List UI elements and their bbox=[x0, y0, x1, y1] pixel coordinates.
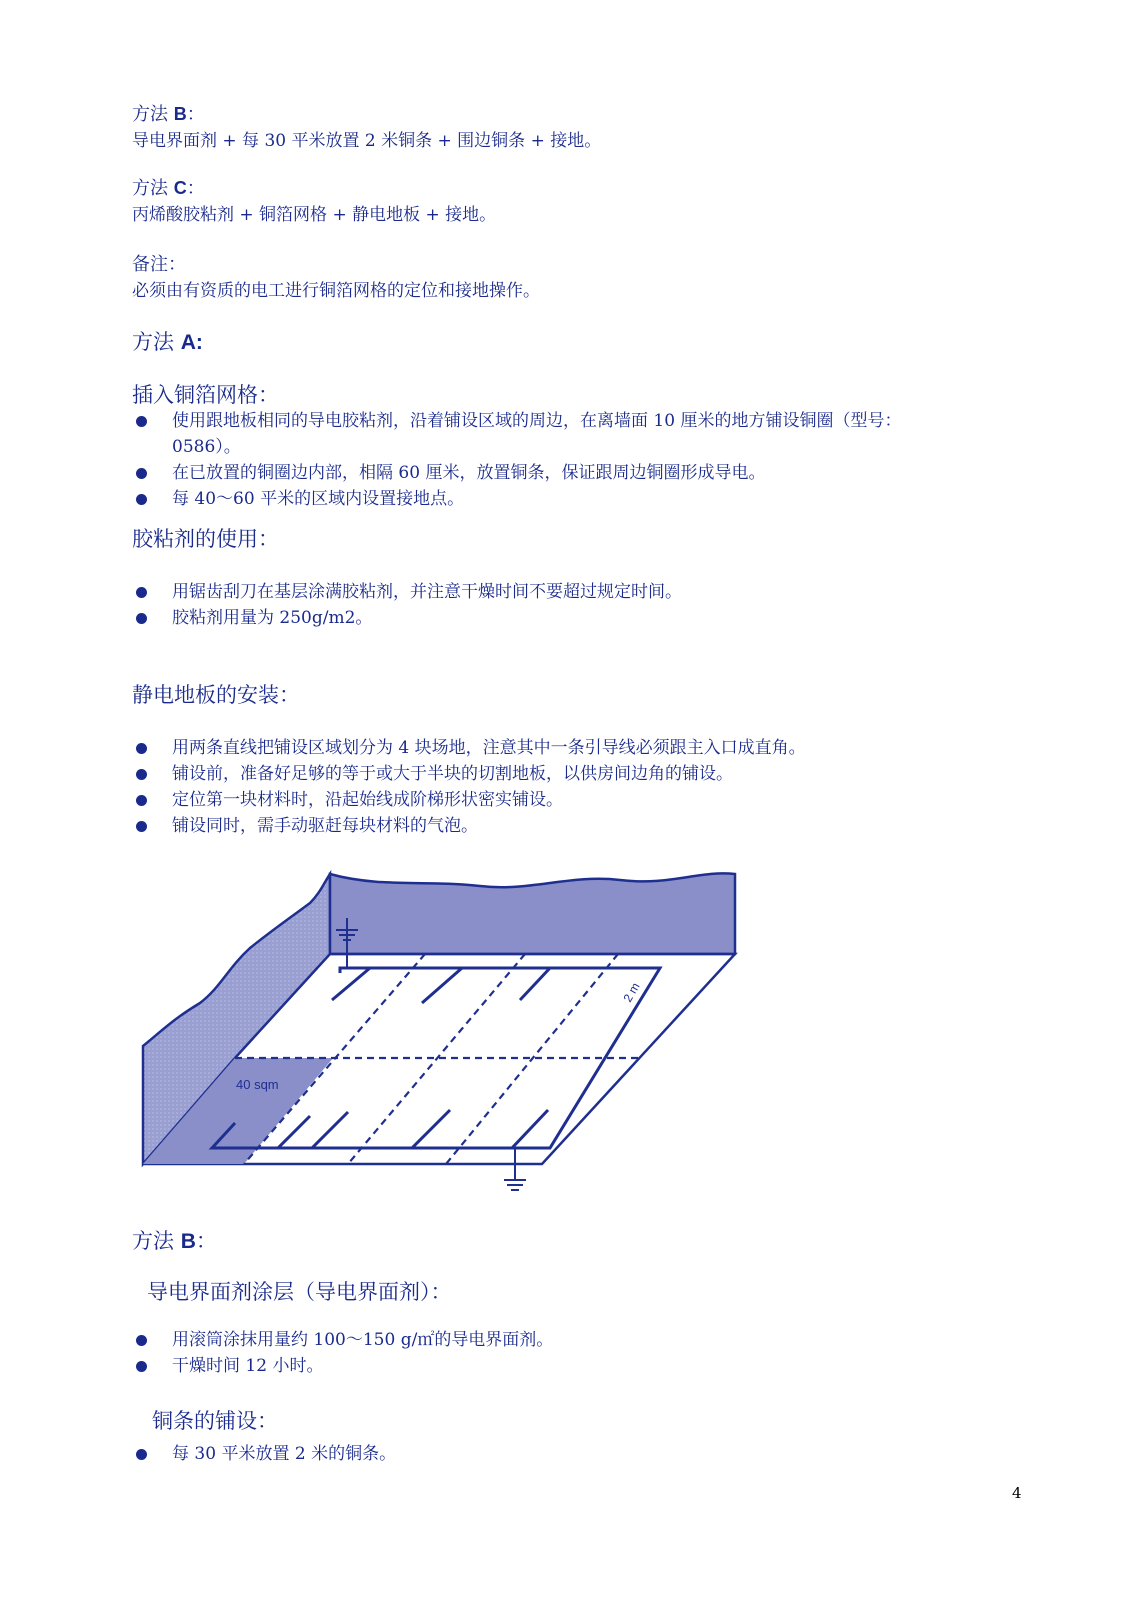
list-item: 干燥时间 12 小时。 bbox=[134, 1353, 553, 1379]
copper-grid-list bbox=[134, 408, 901, 512]
list-item: 每 30 平米放置 2 米的铜条。 bbox=[134, 1441, 396, 1467]
floor-grid-diagram bbox=[140, 868, 740, 1198]
label-area: 40 sqm bbox=[236, 1077, 279, 1092]
label-length: 2 m bbox=[620, 980, 643, 1005]
back-wall bbox=[330, 873, 735, 954]
note-heading: 备注： bbox=[132, 254, 186, 275]
list-item: 胶粘剂用量为 250g/m2。 bbox=[134, 605, 682, 631]
list-item: 每 40～60 平米的区域内设置接地点。 bbox=[134, 486, 901, 512]
intro-method-b-heading: 方法 B： bbox=[132, 104, 205, 125]
method-a-heading: 方法 A: bbox=[132, 330, 203, 354]
list-item: 铺设前，准备好足够的等于或大于半块的切割地板，以供房间边角的铺设。 bbox=[134, 761, 806, 787]
coating-list bbox=[134, 1327, 553, 1379]
list-item: 用锯齿刮刀在基层涂满胶粘剂，并注意干燥时间不要超过规定时间。 bbox=[134, 579, 682, 605]
coating-heading: 导电界面剂涂层（导电界面剂）： bbox=[147, 1280, 452, 1304]
list-item: 使用跟地板相同的导电胶粘剂，沿着铺设区域的周边，在离墙面 10 厘米的地方铺设铜圈（型号： bbox=[134, 408, 901, 434]
copper-grid-heading: 插入铜箔网格： bbox=[132, 383, 279, 407]
list-item: 用两条直线把铺设区域划分为 4 块场地，注意其中一条引导线必须跟主入口成直角。 bbox=[134, 735, 806, 761]
install-list bbox=[134, 735, 806, 839]
list-item: 铺设同时，需手动驱赶每块材料的气泡。 bbox=[134, 813, 806, 839]
note-text: 必须由有资质的电工进行铜箔网格的定位和接地操作。 bbox=[132, 281, 540, 301]
adhesive-heading: 胶粘剂的使用： bbox=[132, 527, 279, 551]
strip-list bbox=[134, 1441, 396, 1467]
strip-heading: 铜条的铺设： bbox=[152, 1409, 278, 1433]
intro-method-b-text: 导电界面剂 + 每 30 平米放置 2 米铜条 + 围边铜条 + 接地。 bbox=[132, 131, 602, 151]
install-heading: 静电地板的安装： bbox=[132, 683, 300, 707]
list-item: 定位第一块材料时，沿起始线成阶梯形状密实铺设。 bbox=[134, 787, 806, 813]
intro-method-c-text: 丙烯酸胶粘剂 + 铜箔网格 + 静电地板 + 接地。 bbox=[132, 205, 497, 225]
list-item-continuation: 0586）。 bbox=[172, 437, 241, 457]
intro-method-c-heading: 方法 C： bbox=[132, 178, 205, 199]
list-item: 在已放置的铜圈边内部，相隔 60 厘米，放置铜条，保证跟周边铜圈形成导电。 bbox=[134, 460, 901, 486]
ground-symbol-bottom bbox=[504, 1148, 526, 1190]
method-b-heading: 方法 B： bbox=[132, 1229, 217, 1253]
page-number: 4 bbox=[1012, 1484, 1022, 1502]
adhesive-list bbox=[134, 579, 682, 631]
list-item: 用滚筒涂抹用量约 100～150 g/㎡的导电界面剂。 bbox=[134, 1327, 553, 1353]
